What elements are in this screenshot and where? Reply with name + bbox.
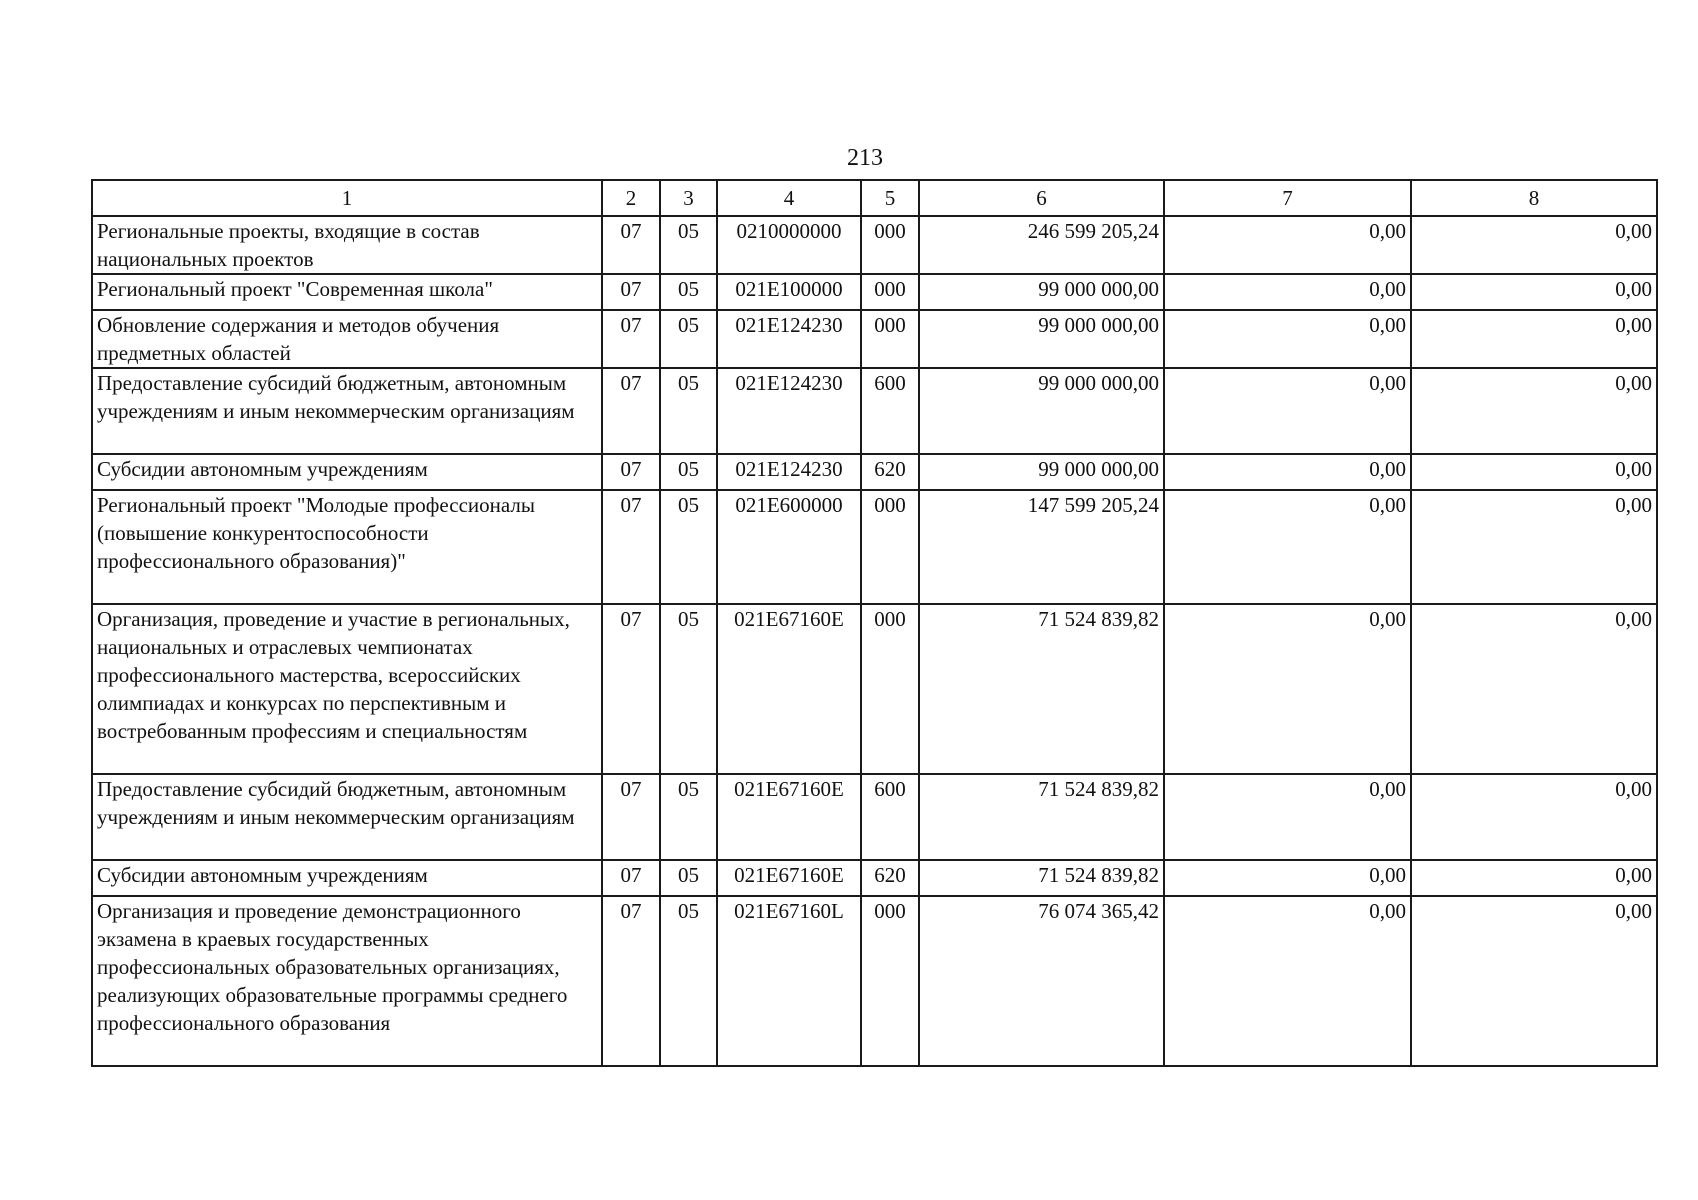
table-row [92,274,1657,310]
cell-amount-7: 0,00 [1164,454,1411,490]
row-name: Субсидии автономным учреждениям [92,860,602,896]
cell-amount-7: 0,00 [1164,216,1411,274]
cell-amount-6: 71 524 839,82 [919,604,1164,774]
budget-table [91,179,1658,1067]
cell-subsection: 05 [660,896,717,1066]
cell-subsection: 05 [660,274,717,310]
row-name: Предоставление субсидий бюджетным, автономным учреждениям и иным некоммерческим организациям [92,368,602,454]
cell-expense-type: 600 [861,774,919,860]
row-name: Региональный проект "Молодые профессионалы (повышение конкурентоспособности профессионального образования)" [92,490,602,604]
row-name: Предоставление субсидий бюджетным, автономным учреждениям и иным некоммерческим организациям [92,774,602,860]
cell-subsection: 05 [660,216,717,274]
cell-amount-6: 76 074 365,42 [919,896,1164,1066]
cell-amount-7: 0,00 [1164,860,1411,896]
cell-target-code: 021E600000 [717,490,861,604]
cell-amount-7: 0,00 [1164,896,1411,1066]
cell-target-code: 021E67160L [717,896,861,1066]
column-header: 3 [660,180,717,216]
cell-amount-8: 0,00 [1411,274,1657,310]
table-row [92,368,1657,454]
row-name: Субсидии автономным учреждениям [92,454,602,490]
cell-amount-7: 0,00 [1164,310,1411,368]
cell-target-code: 021E124230 [717,368,861,454]
cell-section: 07 [602,896,660,1066]
cell-amount-7: 0,00 [1164,368,1411,454]
cell-target-code: 021E124230 [717,454,861,490]
column-header: 6 [919,180,1164,216]
cell-expense-type: 000 [861,310,919,368]
cell-amount-7: 0,00 [1164,774,1411,860]
cell-expense-type: 000 [861,896,919,1066]
cell-subsection: 05 [660,604,717,774]
row-name: Обновление содержания и методов обучения предметных областей [92,310,602,368]
row-name: Организация, проведение и участие в региональных, национальных и отраслевых чемпионатах профессионального мастерства, всероссийских олимпиадах и конкурсах по перспективным и востребованным профессиям и специальностям [92,604,602,774]
cell-target-code: 021E67160E [717,774,861,860]
cell-amount-6: 71 524 839,82 [919,860,1164,896]
cell-section: 07 [602,490,660,604]
cell-subsection: 05 [660,860,717,896]
cell-amount-8: 0,00 [1411,774,1657,860]
cell-section: 07 [602,604,660,774]
page-number: 213 [847,145,883,171]
cell-target-code: 021E67160E [717,860,861,896]
cell-target-code: 021E100000 [717,274,861,310]
cell-target-code: 021E67160E [717,604,861,774]
cell-expense-type: 620 [861,454,919,490]
cell-section: 07 [602,454,660,490]
cell-subsection: 05 [660,490,717,604]
cell-amount-7: 0,00 [1164,490,1411,604]
row-name: Региональный проект "Современная школа" [92,274,602,310]
cell-amount-7: 0,00 [1164,604,1411,774]
cell-expense-type: 600 [861,368,919,454]
cell-target-code: 0210000000 [717,216,861,274]
cell-amount-6: 71 524 839,82 [919,774,1164,860]
cell-section: 07 [602,774,660,860]
cell-amount-7: 0,00 [1164,274,1411,310]
cell-amount-8: 0,00 [1411,604,1657,774]
cell-amount-8: 0,00 [1411,896,1657,1066]
cell-amount-8: 0,00 [1411,490,1657,604]
cell-amount-6: 99 000 000,00 [919,368,1164,454]
cell-amount-6: 99 000 000,00 [919,274,1164,310]
cell-amount-8: 0,00 [1411,860,1657,896]
column-header: 4 [717,180,861,216]
table-row [92,896,1657,1066]
column-header: 1 [92,180,602,216]
cell-expense-type: 000 [861,604,919,774]
table-row [92,216,1657,274]
cell-amount-6: 246 599 205,24 [919,216,1164,274]
column-header: 2 [602,180,660,216]
cell-section: 07 [602,310,660,368]
table-row [92,604,1657,774]
cell-section: 07 [602,368,660,454]
cell-expense-type: 000 [861,216,919,274]
cell-subsection: 05 [660,310,717,368]
cell-amount-6: 99 000 000,00 [919,310,1164,368]
table-row [92,860,1657,896]
table-row [92,490,1657,604]
cell-section: 07 [602,216,660,274]
cell-amount-8: 0,00 [1411,368,1657,454]
column-header: 7 [1164,180,1411,216]
header-row [92,180,1657,216]
cell-expense-type: 620 [861,860,919,896]
cell-amount-8: 0,00 [1411,310,1657,368]
row-name: Организация и проведение демонстрационного экзамена в краевых государственных профессиональных образовательных организациях, реализующих образовательные программы среднего профессионального образования [92,896,602,1066]
cell-amount-6: 147 599 205,24 [919,490,1164,604]
cell-expense-type: 000 [861,274,919,310]
cell-amount-8: 0,00 [1411,454,1657,490]
cell-subsection: 05 [660,454,717,490]
cell-amount-6: 99 000 000,00 [919,454,1164,490]
cell-expense-type: 000 [861,490,919,604]
column-header: 8 [1411,180,1657,216]
table-row [92,454,1657,490]
cell-amount-8: 0,00 [1411,216,1657,274]
cell-subsection: 05 [660,368,717,454]
cell-target-code: 021E124230 [717,310,861,368]
cell-section: 07 [602,274,660,310]
cell-subsection: 05 [660,774,717,860]
cell-section: 07 [602,860,660,896]
column-header: 5 [861,180,919,216]
table-row [92,310,1657,368]
table-row [92,774,1657,860]
row-name: Региональные проекты, входящие в состав национальных проектов [92,216,602,274]
